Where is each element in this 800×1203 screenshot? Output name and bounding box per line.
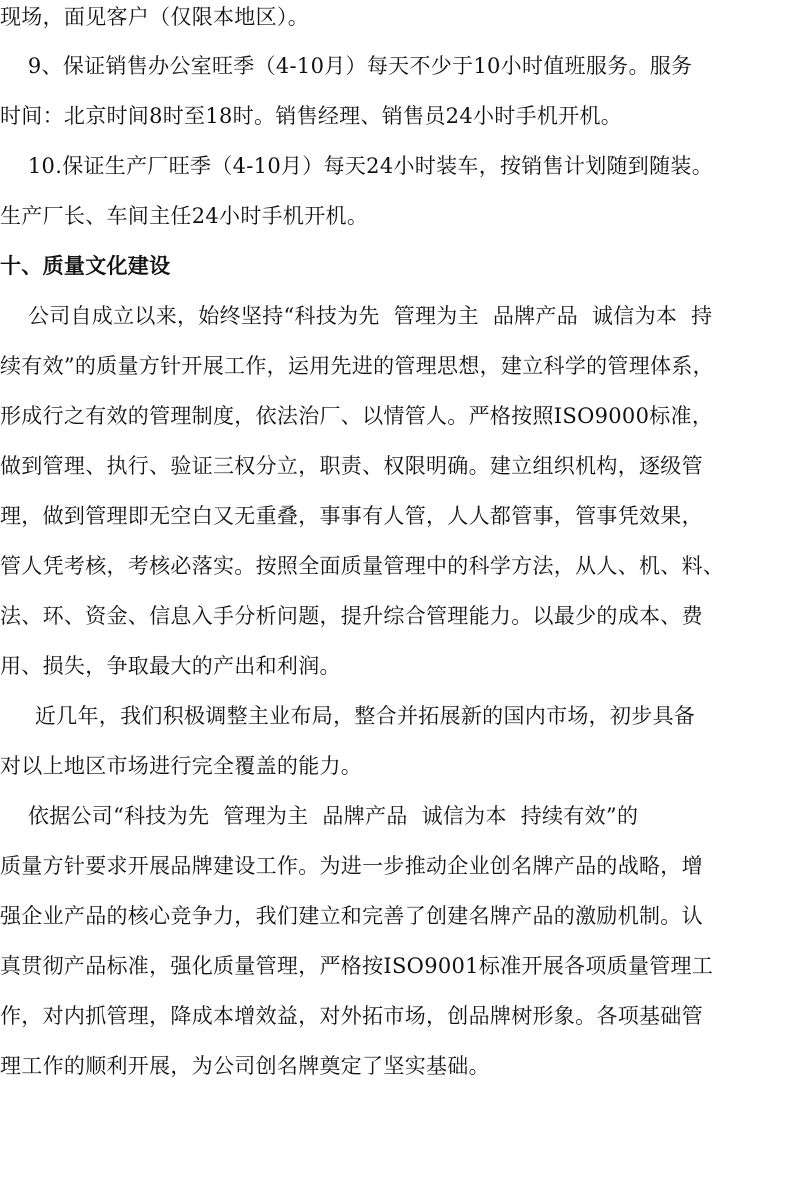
text-line: 依据公司“科技为先 管理为主 品牌产品 诚信为本 持续有效”的 [0, 804, 639, 828]
text-line: 10.保证生产厂旺季（4-10月）每天24小时装车，按销售计划随到随装。 [0, 154, 713, 178]
section-heading: 十、质量文化建设 [0, 254, 171, 278]
text-line: 近几年，我们积极调整主业布局，整合并拓展新的国内市场，初步具备 [0, 704, 696, 728]
text-line: 法、环、资金、信息入手分析问题，提升综合管理能力。以最少的成本、费 [0, 604, 703, 628]
text-line: 9、保证销售办公室旺季（4-10月）每天不少于10小时值班服务。服务 [0, 54, 693, 78]
text-line: 强企业产品的核心竞争力，我们建立和完善了创建名牌产品的激励机制。认 [0, 904, 703, 928]
text-line: 理，做到管理即无空白又无重叠，事事有人管，人人都管事，管事凭效果， [0, 504, 703, 528]
text-line: 公司自成立以来，始终坚持“科技为先 管理为主 品牌产品 诚信为本 持 [0, 304, 713, 328]
text-line: 形成行之有效的管理制度，依法治厂、以情管人。严格按照ISO9000标准， [0, 404, 714, 428]
text-line: 做到管理、执行、验证三权分立，职责、权限明确。建立组织机构，逐级管 [0, 454, 703, 478]
text-line: 作，对内抓管理，降成本增效益，对外拓市场，创品牌树形象。各项基础管 [0, 1004, 703, 1028]
text-line: 续有效”的质量方针开展工作，运用先进的管理思想，建立科学的管理体系， [0, 354, 714, 378]
text-line: 管人凭考核，考核必落实。按照全面质量管理中的科学方法，从人、机、料、 [0, 554, 725, 578]
text-line: 真贯彻产品标准，强化质量管理，严格按ISO9001标准开展各项质量管理工 [0, 954, 714, 978]
text-line: 现场，面见客户（仅限本地区）。 [0, 5, 309, 29]
text-line: 时间：北京时间8时至18时。销售经理、销售员24小时手机开机。 [0, 104, 623, 128]
text-line: 质量方针要求开展品牌建设工作。为进一步推动企业创名牌产品的战略，增 [0, 854, 703, 878]
text-line: 对以上地区市场进行完全覆盖的能力。 [0, 754, 363, 778]
text-line: 用、损失，争取最大的产出和利润。 [0, 654, 341, 678]
text-line: 生产厂长、车间主任24小时手机开机。 [0, 204, 369, 228]
text-line: 理工作的顺利开展，为公司创名牌奠定了坚实基础。 [0, 1054, 490, 1078]
